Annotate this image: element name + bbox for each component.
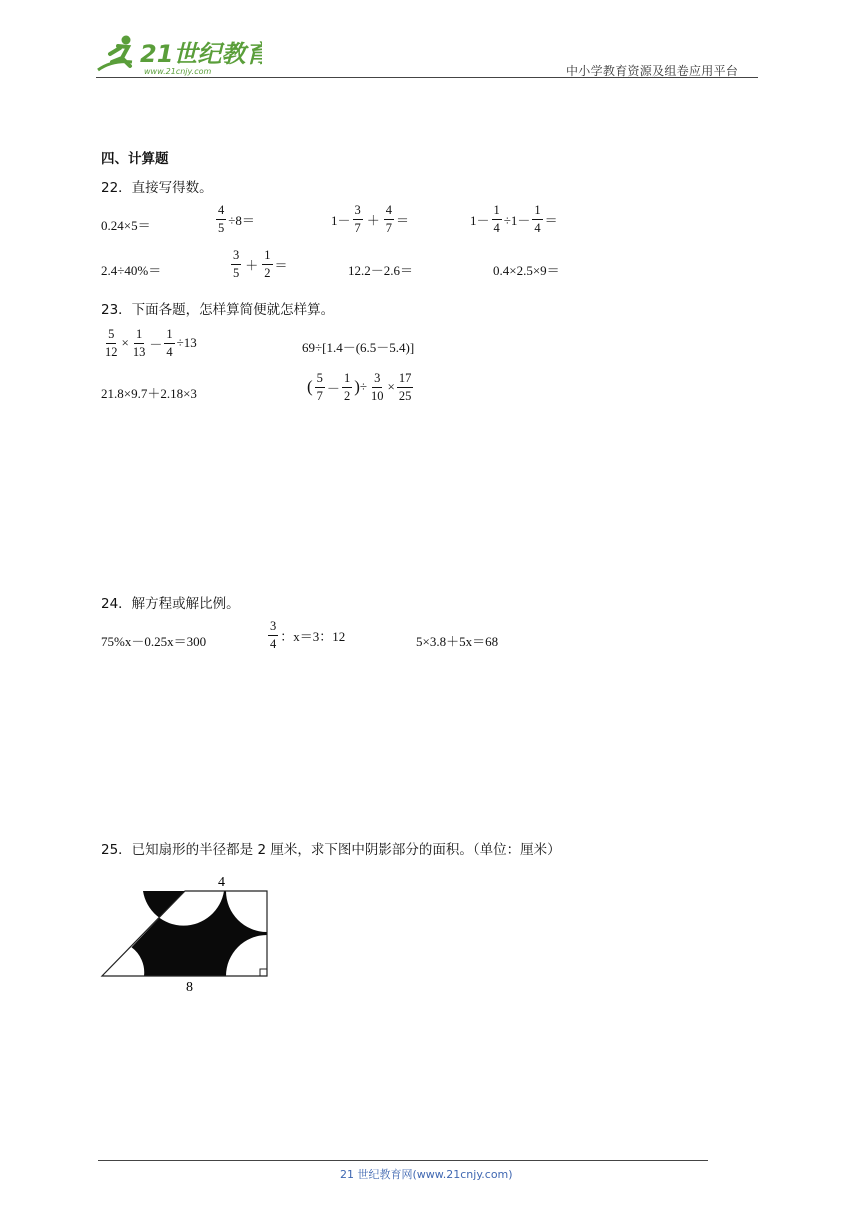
q23-expr-d: ( $\frac{5}{7}$ － $\frac{1}{2}$ ) ÷ $\frac{3}{10}$ × $\frac{17}{25}$ (307, 371, 412, 403)
q22-item-1: 0.24×5＝ (101, 218, 151, 233)
q23-title: 23．下面各题，怎样算简便就怎样算。 (101, 302, 335, 318)
fraction: $\frac{1}{4}$ (493, 203, 500, 235)
q22-title: 22．直接写得数。 (101, 180, 213, 196)
q24-equation-a: 75%x－0.25x＝300 (101, 634, 207, 649)
fraction: $\frac{4}{5}$ (218, 203, 225, 235)
bottom-length-label: 8 (186, 980, 193, 994)
fraction: $\frac{3}{7}$ (354, 203, 361, 235)
fraction: $\frac{4}{7}$ (385, 203, 393, 235)
footer-divider (98, 1160, 708, 1161)
fraction: $\frac{5}{7}$ (316, 371, 323, 403)
site-logo (92, 32, 262, 78)
fraction: $\frac{1}{2}$ (343, 371, 351, 403)
trapezoid-figure (100, 872, 272, 994)
q22-item-5: 2.4÷40%＝ (101, 263, 162, 278)
q22-item-7: 12.2－2.6＝ (348, 263, 414, 278)
fraction: $\frac{3}{10}$ (371, 371, 384, 403)
logo-text: 21世纪教育 (140, 40, 262, 68)
logo-url: www.21cnjy.com (144, 67, 212, 76)
q22-item-4: 1－ $\frac{1}{4}$ ÷1－ $\frac{1}{4}$ ＝ (470, 203, 558, 235)
section-title: 四、计算题 (101, 151, 169, 167)
fraction: $\frac{5}{12}$ (105, 327, 118, 359)
header-divider (96, 77, 758, 78)
q23-expr-a: $\frac{5}{12}$ × $\frac{1}{13}$ － $\frac{1}{4}$ ÷13 (105, 327, 197, 359)
top-length-label: 4 (218, 875, 225, 890)
shaded-region (132, 891, 268, 976)
logo-graphic (92, 32, 262, 78)
q22-item-8: 0.4×2.5×9＝ (493, 263, 560, 278)
footer-text: 21 世纪教育网(www.21cnjy.com) (340, 1168, 513, 1181)
fraction: $\frac{1}{4}$ (534, 203, 541, 235)
right-angle-mark (260, 969, 267, 976)
q22-item-2: $\frac{4}{5}$ ÷8＝ (218, 203, 255, 235)
q23-expr-b: 69÷[1.4－(6.5－5.4)] (302, 340, 415, 355)
q24-equation-b: $\frac{3}{4}$ ：x＝3：12 (270, 619, 346, 651)
header-platform-text: 中小学教育资源及组卷应用平台 (566, 64, 739, 78)
q24-equation-c: 5×3.8＋5x＝68 (416, 634, 499, 649)
fraction: $\frac{1}{13}$ (132, 327, 146, 359)
q22-item-6: $\frac{3}{5}$ ＋ $\frac{1}{2}$ ＝ (233, 248, 288, 280)
q22-item-3: 1－ $\frac{3}{7}$ ＋ $\frac{4}{7}$ ＝ (331, 203, 410, 235)
q24-title: 24．解方程或解比例。 (101, 596, 240, 612)
fraction: $\frac{1}{4}$ (166, 327, 173, 359)
fraction: $\frac{3}{4}$ (270, 619, 277, 651)
fraction: $\frac{3}{5}$ (233, 248, 240, 280)
q23-expr-c: 21.8×9.7＋2.18×3 (101, 386, 197, 401)
q25-title: 25．已知扇形的半径都是 2 厘米，求下图中阴影部分的面积。（单位：厘米） (101, 842, 561, 858)
fraction: $\frac{17}{25}$ (398, 371, 412, 403)
trapezoid-diagram (100, 872, 272, 994)
fraction: $\frac{1}{2}$ (264, 248, 271, 280)
